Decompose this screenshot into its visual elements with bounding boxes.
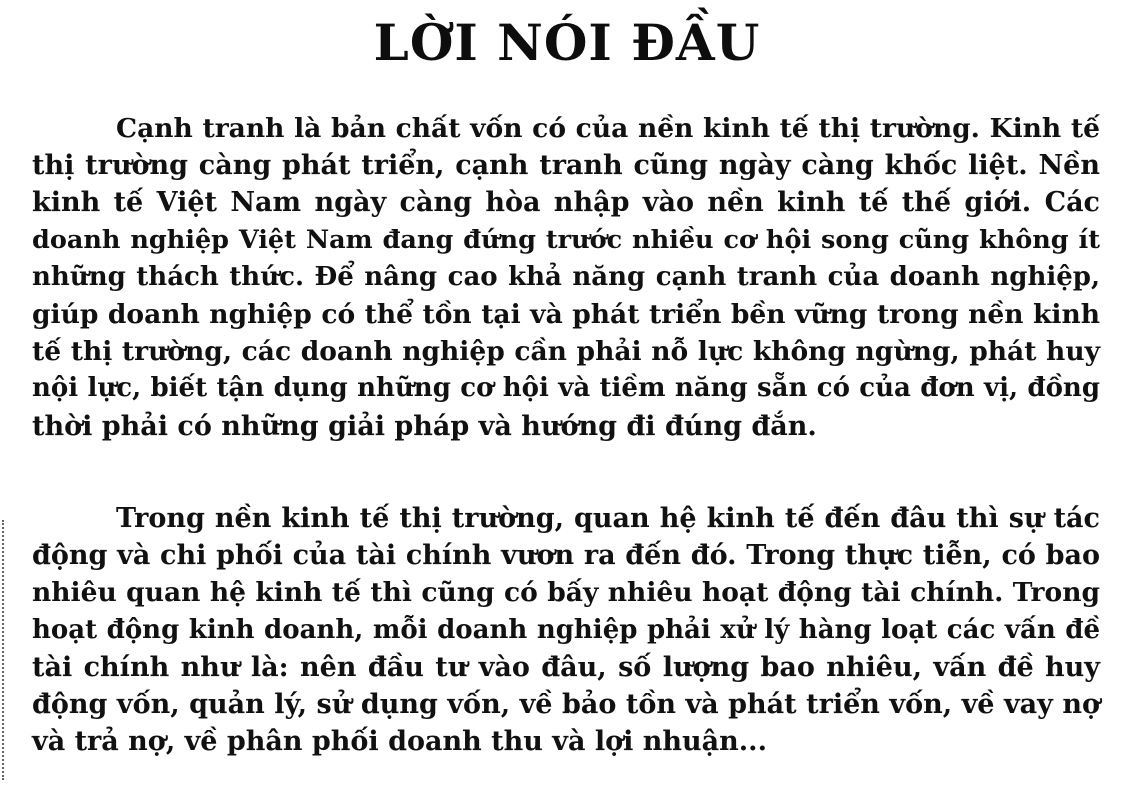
paragraph-1-line: kinh tế Việt Nam ngày càng hòa nhập vào nền kinh tế thế giới. Các xyxy=(32,187,1100,219)
page-title: LỜI NÓI ĐẦU xyxy=(373,13,761,72)
paragraph-2 xyxy=(32,500,1100,760)
paragraph-1 xyxy=(32,110,1100,445)
paragraph-1-line: thị trường càng phát triển, cạnh tranh cũng ngày càng khốc liệt. Nền xyxy=(32,150,1100,182)
paragraph-2-line: tài chính như là: nên đầu tư vào đâu, số lượng bao nhiêu, vấn đề huy xyxy=(32,651,1100,683)
paragraph-2-line: nhiêu quan hệ kinh tế thì cũng có bấy nhiêu hoạt động tài chính. Trong xyxy=(32,577,1100,609)
paragraph-2-line: động vốn, quản lý, sử dụng vốn, về bảo tồn và phát triển vốn, về vay nợ xyxy=(32,689,1100,721)
paragraph-1-line: những thách thức. Để nâng cao khả năng cạnh tranh của doanh nghiệp, xyxy=(32,261,1100,292)
paragraph-2-line: Trong nền kinh tế thị trường, quan hệ kinh tế đến đâu thì sự tác xyxy=(116,503,1100,534)
paragraph-1-line: nội lực, biết tận dụng những cơ hội và tiềm năng sẵn có của đơn vị, đồng xyxy=(32,373,1100,404)
scan-edge-marks xyxy=(2,520,7,780)
paragraph-2-line: và trả nợ, về phân phối doanh thu và lợi nhuận... xyxy=(32,726,767,758)
paragraph-2-line: động và chi phối của tài chính vươn ra đến đó. Trong thực tiễn, có bao xyxy=(32,540,1100,572)
paragraph-1-line: tế thị trường, các doanh nghiệp cần phải nỗ lực không ngừng, phát huy xyxy=(32,336,1100,368)
paragraph-1-line: Cạnh tranh là bản chất vốn có của nền kinh tế thị trường. Kinh tế xyxy=(116,113,1100,144)
paragraph-1-line: giúp doanh nghiệp có thể tồn tại và phát triển bền vững trong nền kinh xyxy=(32,299,1100,331)
paragraph-2-line: hoạt động kinh doanh, mỗi doanh nghiệp phải xử lý hàng loạt các vấn đề xyxy=(32,614,1100,645)
paragraph-1-line: thời phải có những giải pháp và hướng đi đúng đắn. xyxy=(32,410,817,442)
paragraph-1-line: doanh nghiệp Việt Nam đang đứng trước nhiều cơ hội song cũng không ít xyxy=(32,224,1100,255)
